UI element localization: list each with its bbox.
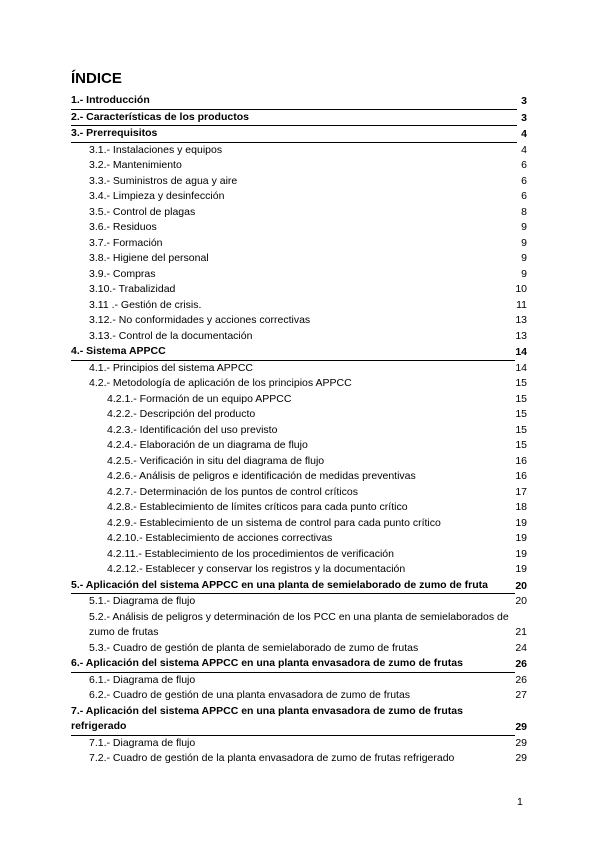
toc-entry-title: 7.2.- Cuadro de gestión de la planta envasadora de zumo de frutas refrigerado xyxy=(89,752,455,764)
toc-entry-page: 15 xyxy=(515,439,527,451)
toc-section-entry[interactable] xyxy=(71,329,527,345)
toc-section-entry[interactable] xyxy=(71,298,527,314)
toc-section-entry[interactable] xyxy=(71,594,527,610)
toc-chapter-entry[interactable] xyxy=(71,704,527,736)
toc-entry-title: 3.10.- Trabalizidad xyxy=(89,283,176,295)
toc-entry-page: 11 xyxy=(516,298,527,311)
toc-entry-title: 6.1.- Diagrama de flujo xyxy=(89,673,196,686)
toc-entry-title: 6.- Aplicación del sistema APPCC en una planta envasadora de zumo de frutas xyxy=(71,656,515,673)
toc-entry-title: 2.- Características de los productos xyxy=(71,110,517,127)
toc-entry-title: 7.1.- Diagrama de flujo xyxy=(89,736,196,749)
toc-entry-title: 4.2.5.- Verificación in situ del diagrama de flujo xyxy=(107,454,325,467)
toc-entry-title: 6.2.- Cuadro de gestión de una planta envasadora de zumo de frutas xyxy=(89,689,411,701)
toc-entry-title: 4.1.- Principios del sistema APPCC xyxy=(89,361,253,374)
toc-entry-page: 19 xyxy=(515,532,527,544)
toc-section-entry[interactable] xyxy=(71,158,527,174)
toc-subsection-entry[interactable] xyxy=(71,485,527,501)
toc-chapter-entry[interactable] xyxy=(71,656,527,673)
toc-entry-page: 6 xyxy=(521,174,527,187)
toc-subsection-entry[interactable] xyxy=(71,516,527,532)
toc-entry-page: 14 xyxy=(515,346,527,358)
toc-entry-page: 15 xyxy=(515,392,527,405)
toc-entry-page: 4 xyxy=(521,143,527,156)
toc-chapter-entry[interactable] xyxy=(71,110,527,127)
toc-entry-page: 9 xyxy=(521,221,527,233)
toc-subsection-entry[interactable] xyxy=(71,407,527,423)
toc-entry-title: 5.2.- Análisis de peligros y determinación de los PCC en una planta de semielaborados de zumo de frutas xyxy=(89,610,509,638)
page-number: 1 xyxy=(517,796,523,808)
toc-entry-title: 4.2.6.- Análisis de peligros e identificación de medidas preventivas xyxy=(107,470,416,482)
toc-subsection-entry[interactable] xyxy=(71,454,527,470)
toc-entry-title: 4.2.3.- Identificación del uso previsto xyxy=(107,423,278,436)
toc-subsection-entry[interactable] xyxy=(71,562,527,578)
toc-entry-page: 3 xyxy=(521,111,527,124)
table-of-contents xyxy=(71,93,527,767)
toc-entry-title: 4.2.7.- Determinación de los puntos de control críticos xyxy=(107,485,358,498)
toc-entry-page: 15 xyxy=(515,377,527,389)
toc-entry-page: 9 xyxy=(521,267,527,280)
toc-section-entry[interactable] xyxy=(71,361,527,377)
toc-section-entry[interactable] xyxy=(71,205,527,221)
toc-chapter-entry[interactable] xyxy=(71,578,527,595)
toc-chapter-entry[interactable] xyxy=(71,344,527,361)
toc-section-entry[interactable] xyxy=(71,736,527,752)
toc-entry-title: 3.12.- No conformidades y acciones correctivas xyxy=(89,314,311,326)
toc-entry-page: 4 xyxy=(521,128,527,140)
page-title: ÍNDICE xyxy=(71,70,122,87)
toc-section-entry[interactable] xyxy=(71,688,527,704)
toc-entry-page: 8 xyxy=(521,205,527,218)
toc-section-entry[interactable] xyxy=(71,174,527,190)
toc-subsection-entry[interactable] xyxy=(71,469,527,485)
toc-section-entry[interactable] xyxy=(71,313,527,329)
toc-section-entry[interactable] xyxy=(71,610,527,641)
toc-entry-page: 24 xyxy=(515,641,527,654)
toc-entry-title: 3.1.- Instalaciones y equipos xyxy=(89,143,223,156)
toc-entry-page: 6 xyxy=(521,159,527,171)
toc-entry-title: 4.2.9.- Establecimiento de un sistema de control para cada punto crítico xyxy=(107,516,441,529)
toc-section-entry[interactable] xyxy=(71,236,527,252)
toc-entry-page: 15 xyxy=(515,423,527,436)
toc-entry-title: 1.- Introducción xyxy=(71,93,517,110)
toc-subsection-entry[interactable] xyxy=(71,547,527,563)
toc-entry-page: 18 xyxy=(515,501,527,513)
toc-entry-title: 3.4.- Limpieza y desinfección xyxy=(89,190,225,202)
toc-entry-title: 3.7.- Formación xyxy=(89,236,163,249)
toc-entry-title: 3.9.- Compras xyxy=(89,267,156,280)
toc-entry-title: 3.8.- Higiene del personal xyxy=(89,252,209,264)
toc-subsection-entry[interactable] xyxy=(71,438,527,454)
toc-chapter-entry[interactable] xyxy=(71,126,527,143)
toc-entry-title: 4.2.1.- Formación de un equipo APPCC xyxy=(107,392,292,405)
toc-section-entry[interactable] xyxy=(71,641,527,657)
toc-entry-page: 17 xyxy=(515,485,527,498)
toc-entry-title: 7.- Aplicación del sistema APPCC en una planta envasadora de zumo de frutas refrigerado xyxy=(71,704,515,736)
toc-entry-title: 4.2.10.- Establecimiento de acciones correctivas xyxy=(107,532,333,544)
toc-section-entry[interactable] xyxy=(71,751,527,767)
toc-entry-title: 4.- Sistema APPCC xyxy=(71,344,515,361)
toc-entry-title: 4.2.11.- Establecimiento de los procedimientos de verificación xyxy=(107,547,394,560)
toc-section-entry[interactable] xyxy=(71,282,527,298)
toc-entry-title: 3.11 .- Gestión de crisis. xyxy=(89,298,202,311)
toc-entry-page: 20 xyxy=(515,595,527,607)
toc-entry-page: 26 xyxy=(515,673,527,686)
toc-chapter-entry[interactable] xyxy=(71,93,527,110)
toc-entry-page: 15 xyxy=(515,408,527,420)
toc-entry-page: 29 xyxy=(515,736,527,749)
toc-entry-title: 4.2.8.- Establecimiento de límites críticos para cada punto crítico xyxy=(107,501,408,513)
toc-entry-title: 5.- Aplicación del sistema APPCC en una planta de semielaborado de zumo de fruta xyxy=(71,578,515,595)
toc-section-entry[interactable] xyxy=(71,143,527,159)
toc-entry-page: 29 xyxy=(515,721,527,733)
toc-section-entry[interactable] xyxy=(71,267,527,283)
toc-section-entry[interactable] xyxy=(71,376,527,392)
toc-section-entry[interactable] xyxy=(71,220,527,236)
toc-entry-page: 19 xyxy=(515,547,527,560)
toc-subsection-entry[interactable] xyxy=(71,500,527,516)
toc-entry-page: 9 xyxy=(521,252,527,264)
toc-entry-title: 5.3.- Cuadro de gestión de planta de semielaborado de zumo de frutas xyxy=(89,641,419,654)
toc-entry-page: 29 xyxy=(515,752,527,764)
toc-subsection-entry[interactable] xyxy=(71,392,527,408)
toc-entry-title: 4.2.12.- Establecer y conservar los registros y la documentación xyxy=(107,563,406,575)
toc-entry-title: 3.13.- Control de la documentación xyxy=(89,329,253,342)
toc-section-entry[interactable] xyxy=(71,251,527,267)
toc-entry-page: 13 xyxy=(515,329,527,342)
toc-entry-page: 16 xyxy=(515,470,527,482)
toc-entry-page: 20 xyxy=(515,579,527,592)
toc-entry-title: 3.5.- Control de plagas xyxy=(89,205,196,218)
toc-entry-title: 3.2.- Mantenimiento xyxy=(89,159,182,171)
toc-entry-title: 3.6.- Residuos xyxy=(89,221,157,233)
toc-subsection-entry[interactable] xyxy=(71,423,527,439)
toc-entry-page: 13 xyxy=(515,314,527,326)
toc-entry-title: 4.2.4.- Elaboración de un diagrama de flujo xyxy=(107,439,308,451)
toc-entry-page: 3 xyxy=(521,95,527,107)
toc-entry-page: 27 xyxy=(515,689,527,701)
toc-entry-page: 10 xyxy=(515,283,527,295)
toc-section-entry[interactable] xyxy=(71,673,527,689)
toc-entry-page: 21 xyxy=(515,626,527,638)
toc-section-entry[interactable] xyxy=(71,189,527,205)
toc-entry-page: 6 xyxy=(521,190,527,202)
toc-entry-title: 3.- Prerrequisitos xyxy=(71,126,517,143)
toc-subsection-entry[interactable] xyxy=(71,531,527,547)
toc-entry-page: 9 xyxy=(521,236,527,249)
toc-entry-title: 4.2.2.- Descripción del producto xyxy=(107,408,256,420)
toc-entry-page: 19 xyxy=(515,563,527,575)
toc-entry-page: 26 xyxy=(515,658,527,670)
toc-entry-page: 14 xyxy=(515,361,527,374)
toc-entry-title: 3.3.- Suministros de agua y aire xyxy=(89,174,238,187)
toc-entry-title: 4.2.- Metodología de aplicación de los principios APPCC xyxy=(89,377,352,389)
toc-entry-page: 16 xyxy=(515,454,527,467)
toc-entry-title: 5.1.- Diagrama de flujo xyxy=(89,595,196,607)
toc-entry-page: 19 xyxy=(515,516,527,529)
